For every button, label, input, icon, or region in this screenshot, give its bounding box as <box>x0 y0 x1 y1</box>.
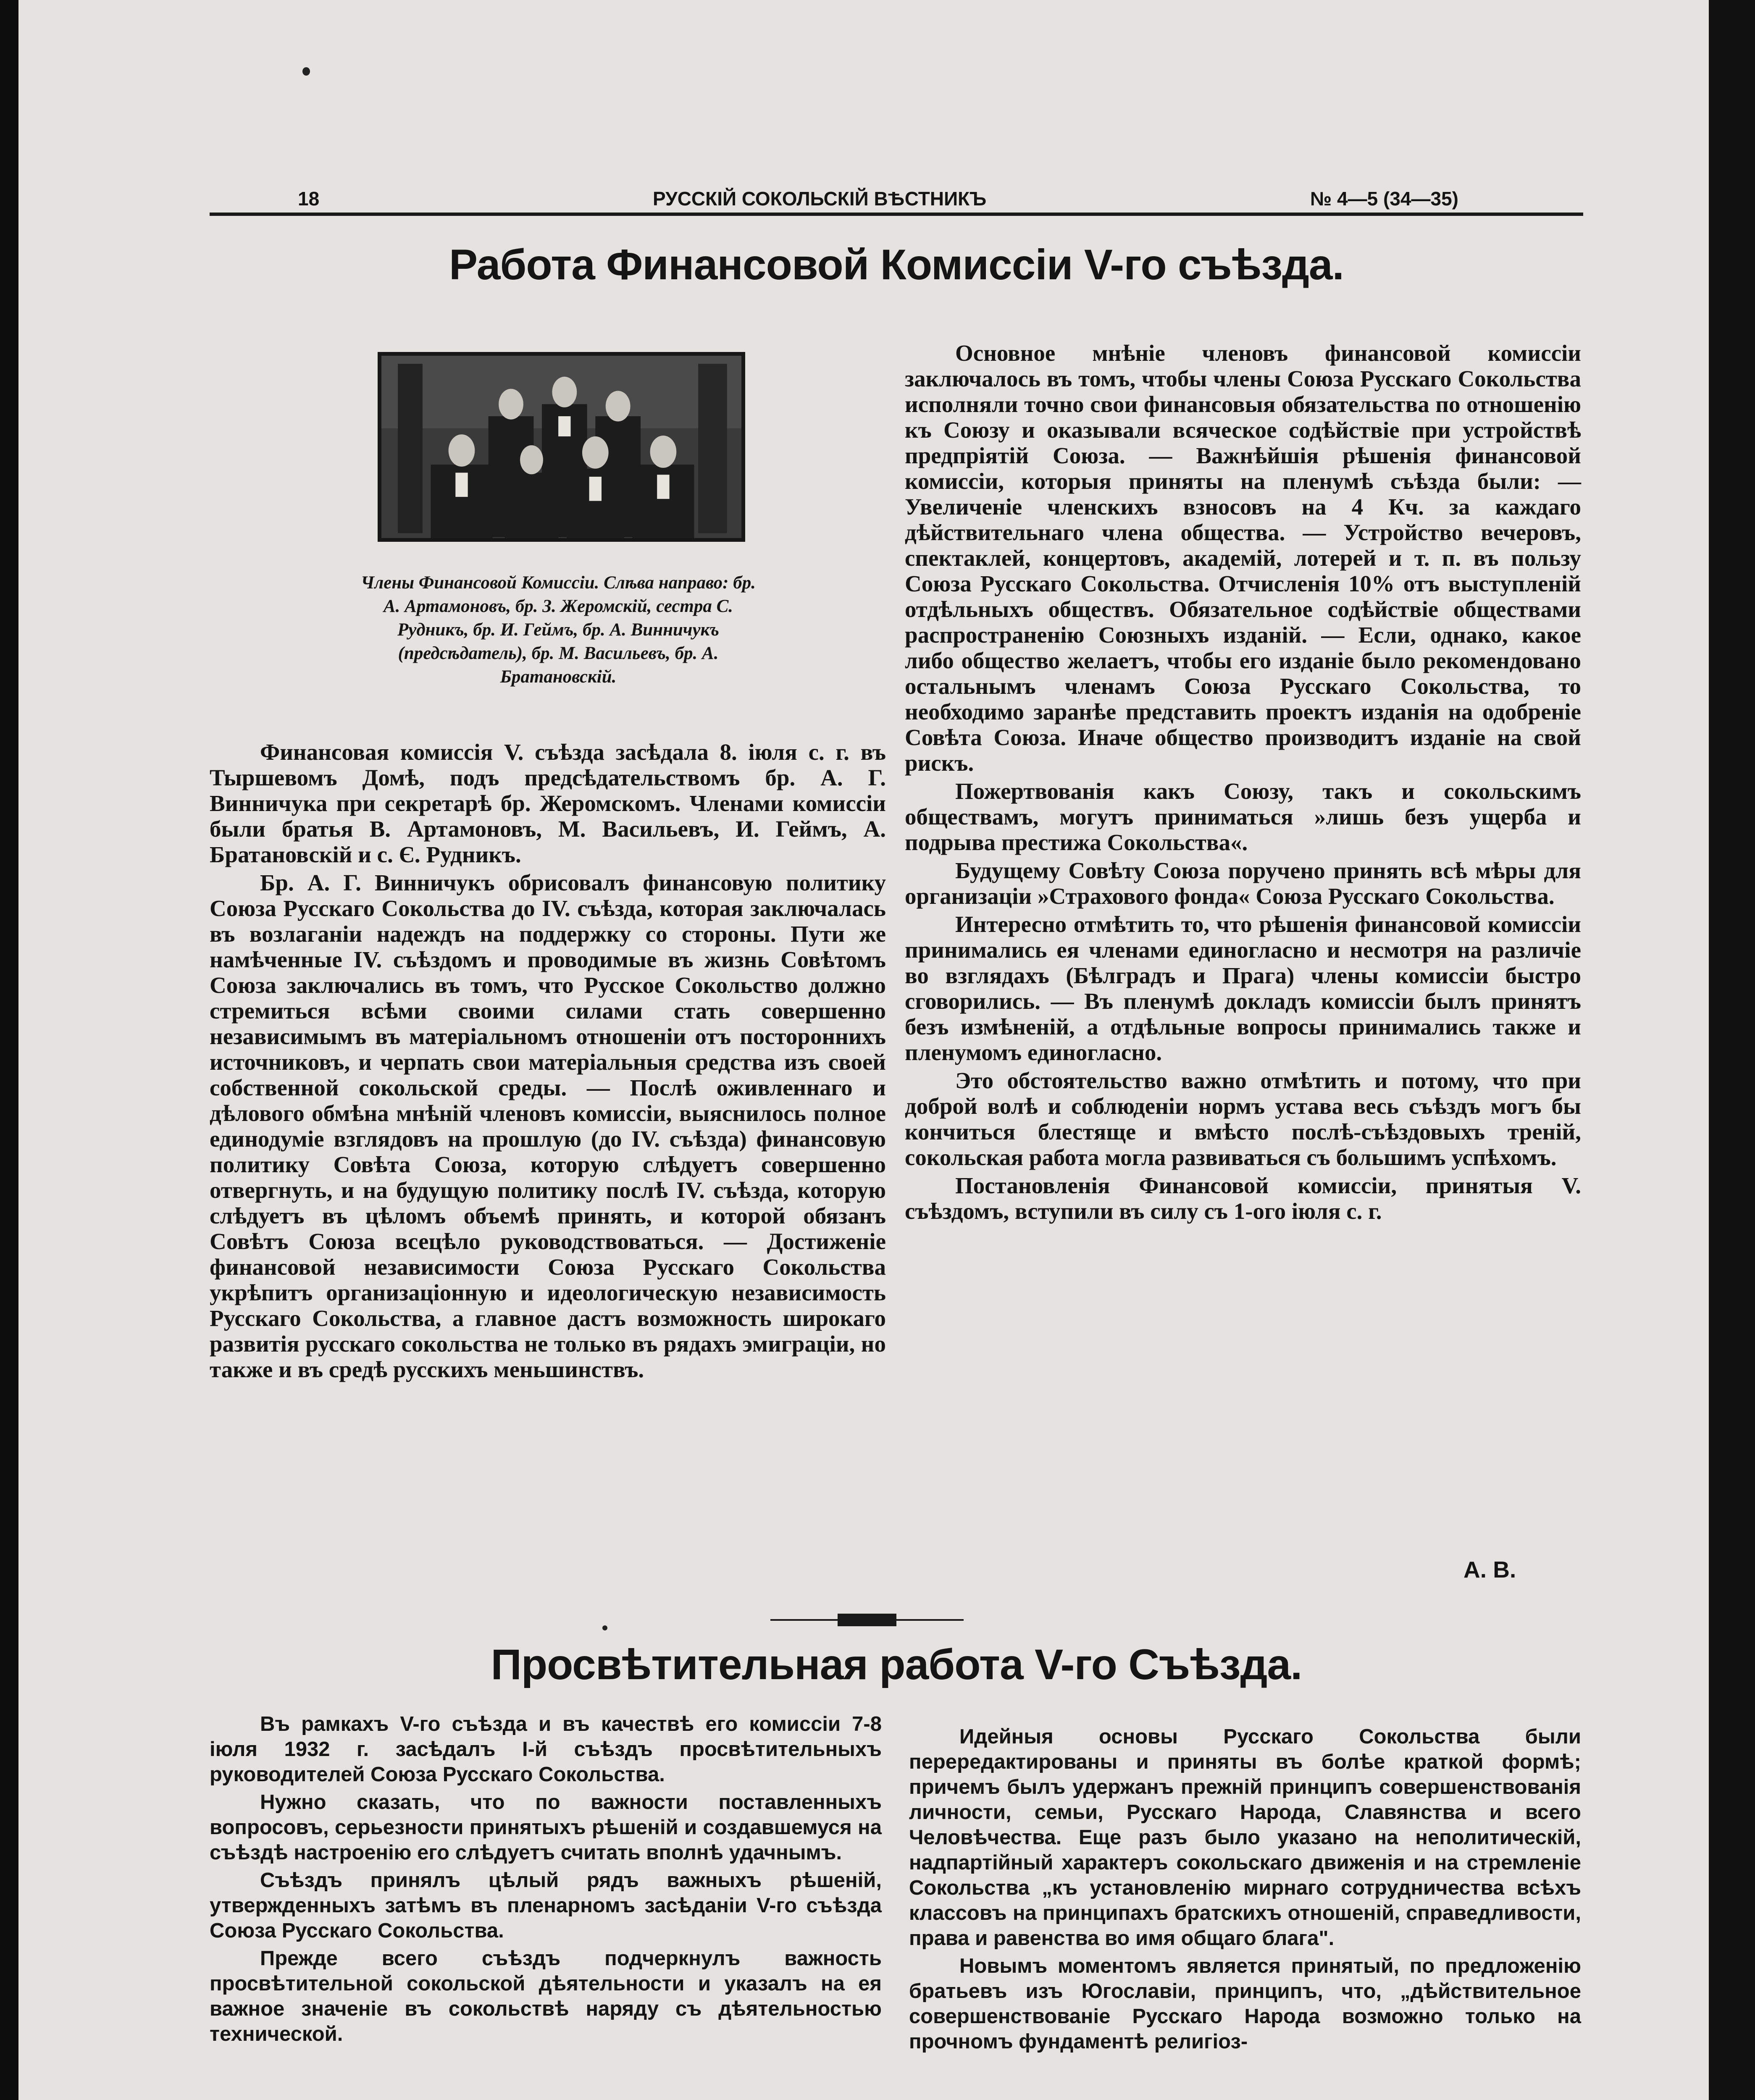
scan-border-right <box>1709 0 1755 2100</box>
paragraph: Пожертвованія какъ Союзу, такъ и сокольскимъ обществамъ, могутъ приниматься »лишь безъ ущерба и подрыва престижа Сокольства«. <box>905 778 1581 855</box>
speck-mark <box>302 67 310 76</box>
article-title-education: Просвѣтительная работа V-го Съѣзда. <box>491 1641 1302 1688</box>
paragraph: Съѣздъ принялъ цѣлый рядъ важныхъ рѣшеній, утвержденныхъ затѣмъ въ пленарномъ засѣданіи V-го съѣзда Союза Русскаго Сокольства. <box>210 1869 882 1942</box>
paragraph: Прежде всего съѣздъ подчеркнулъ важность просвѣтительной сокольской дѣятельности и указалъ на ея важное значеніе въ сокольствѣ наряду съ дѣятельностью технической. <box>210 1947 882 2045</box>
paragraph: Нужно сказать, что по важности поставленныхъ вопросовъ, серьезности принятыхъ рѣшеній и создавшемуся на съѣздѣ настроенію его слѣдуетъ считать вполнѣ удачнымъ. <box>210 1791 882 1864</box>
paragraph: Финансовая комиссія V. съѣзда засѣдала 8. іюля с. г. въ Тыршевомъ Домѣ, подъ предсѣдательствомъ бр. А. Г. Винничука при секретарѣ бр. Жеромскомъ. Членами комиссіи были братья В. Артамоновъ, М. Васильевъ, И. Геймъ, А. Братановскій и с. Є. Рудникъ. <box>210 739 886 867</box>
article-signature: А. В. <box>1463 1557 1516 1583</box>
page-number: 18 <box>298 188 320 210</box>
paragraph: Въ рамкахъ V-го съѣзда и въ качествѣ его комиссіи 7-8 іюля 1932 г. засѣдалъ І-й съѣздъ просвѣтительныхъ руководителей Союза Русскаго Сокольства. <box>210 1713 882 1786</box>
paragraph: Идейныя основы Русскаго Сокольства были перередактированы и приняты въ болѣе краткой формѣ; причемъ былъ удержанъ прежній принципъ совершенствованія личности, семьи, Русскаго Народа, Славянства и всего Человѣчества. Еще разъ было указано на неполитическій, надпартійный характеръ сокольскаго движенія и на стремленіе Сокольства „къ установленію мирнаго сотрудничества всѣхъ классовъ на принципахъ братскихъ отношеній, справедливости, права и равенства во имя общаго блага". <box>909 1725 1581 1950</box>
article-title-finance: Работа Финансовой Комиссіи V-го съѣзда. <box>449 241 1344 289</box>
commission-photo <box>378 352 745 542</box>
paragraph: Бр. А. Г. Винничукъ обрисовалъ финансовую политику Союза Русскаго Сокольства до IV. съѣзда, которая заключалась въ возлаганіи надеждъ на поддержку со стороны. Пути же намѣченные IV. съѣздомъ и проводимые въ жизнь Совѣтомъ Союза заключались въ томъ, что Русское Сокольство должно стремиться всѣми своими силами стать совершенно независимымъ въ матеріальномъ отношеніи отъ постороннихъ источниковъ, и черпать свои матеріальныя средства изъ своей собственной сокольской среды. — Послѣ оживленнаго и дѣлового обмѣна мнѣній членовъ комиссіи, выяснилось полное единодуміе взглядовъ на прошлую (до IV. съѣзда) финансовую политику Совѣта Союза, которую слѣдуетъ совершенно отвергнуть, и на будущую политику послѣ IV. съѣзда, которую слѣдуетъ въ цѣломъ объемѣ принять, и которой обязанъ Совѣтъ Союза всецѣло руководствоваться. — Достиженіе финансовой независимости Союза Русскаго Сокольства укрѣпитъ организаціонную и идеологическую независимость Русскаго Сокольства, а главное дастъ возможность широкаго развитія русскаго сокольства не только въ рядахъ эмиграціи, но также и въ средѣ русскихъ меньшинствъ. <box>210 870 886 1382</box>
article1-left-column <box>210 739 886 1382</box>
issue-number: № 4—5 (34—35) <box>1310 188 1458 210</box>
paragraph: Интересно отмѣтить то, что рѣшенія финансовой комиссіи принимались ея членами единогласно и несмотря на различіе во взглядахъ (Бѣлградъ и Прага) члены комиссіи быстро сговорились. — Въ пленумѣ докладъ комиссіи былъ принятъ безъ измѣненій, а отдѣльные вопросы принимались также и пленумомъ единогласно. <box>905 911 1581 1065</box>
running-header <box>210 181 1583 215</box>
paragraph: Основное мнѣніе членовъ финансовой комиссіи заключалось въ томъ, чтобы члены Союза Русскаго Сокольства исполняли точно свои финансовыя обязательства по отношенію къ Союзу и оказывали всяческое содѣйствіе при устройствѣ предпріятій Союза. — Важнѣйшія рѣшенія финансовой комиссіи, которыя приняты на пленумѣ съѣзда были: — Увеличеніе членскихъ взносовъ на 4 Кч. за каждаго дѣйствительнаго члена общества. — Устройство вечеровъ, спектаклей, концертовъ, академій, лотерей и т. п. въ пользу Союза Русскаго Сокольства. Отчисленія 10% отъ выступленій отдѣльныхъ обществъ. Обязательное содѣйствіе обществами распространенію Союзныхъ изданій. — Если, однако, какое либо общество желаетъ, чтобы его изданіе было рекомендовано остальнымъ членамъ Союза Русскаго Сокольства, то необходимо заранѣе представить проектъ изданія на одобреніе Совѣта Союза. Иначе общество производитъ изданіе на свой рискъ. <box>905 340 1581 776</box>
article1-right-column <box>905 340 1581 1224</box>
paragraph: Новымъ моментомъ является принятый, по предложенію братьевъ изъ Югославіи, принципъ, что, „дѣйствительное совершенствованіе Русскаго Народа возможно только на прочномъ фундаментѣ религіоз- <box>909 1955 1581 2053</box>
journal-title: РУССКІЙ СОКОЛЬСКІЙ ВѢСТНИКЪ <box>653 188 987 210</box>
photo-caption: Члены Финансовой Комиссіи. Слѣва направо: бр. А. Артамоновъ, бр. З. Жеромскій, сестра С. Рудникъ, бр. И. Геймъ, бр. А. Винничукъ (предсѣдатель), бр. М. Васильевъ, бр. А. Братановскій. <box>361 573 756 687</box>
newspaper-page <box>18 0 1709 2100</box>
divider-center-bar <box>838 1614 896 1626</box>
speck-mark <box>602 1625 607 1630</box>
article2-left-column <box>210 1712 882 2047</box>
paragraph: Будущему Совѣту Союза поручено принять всѣ мѣры для организаціи »Страхового фонда« Союза Русскаго Сокольства. <box>905 858 1581 909</box>
section-divider-ornament <box>770 1613 964 1627</box>
group-photo-image <box>381 356 741 538</box>
paragraph: Постановленія Финансовой комиссіи, принятыя V. съѣздомъ, вступили въ силу съ 1-ого іюля с. г. <box>905 1173 1581 1224</box>
header-rule <box>210 213 1583 216</box>
paragraph: Это обстоятельство важно отмѣтить и потому, что при доброй волѣ и соблюденіи нормъ устава весь съѣздъ могъ бы кончиться блестяще и вмѣсто послѣ-съѣздовыхъ треній, сокольская работа могла развиваться съ большимъ успѣхомъ. <box>905 1068 1581 1170</box>
article2-right-column <box>909 1724 1581 2054</box>
